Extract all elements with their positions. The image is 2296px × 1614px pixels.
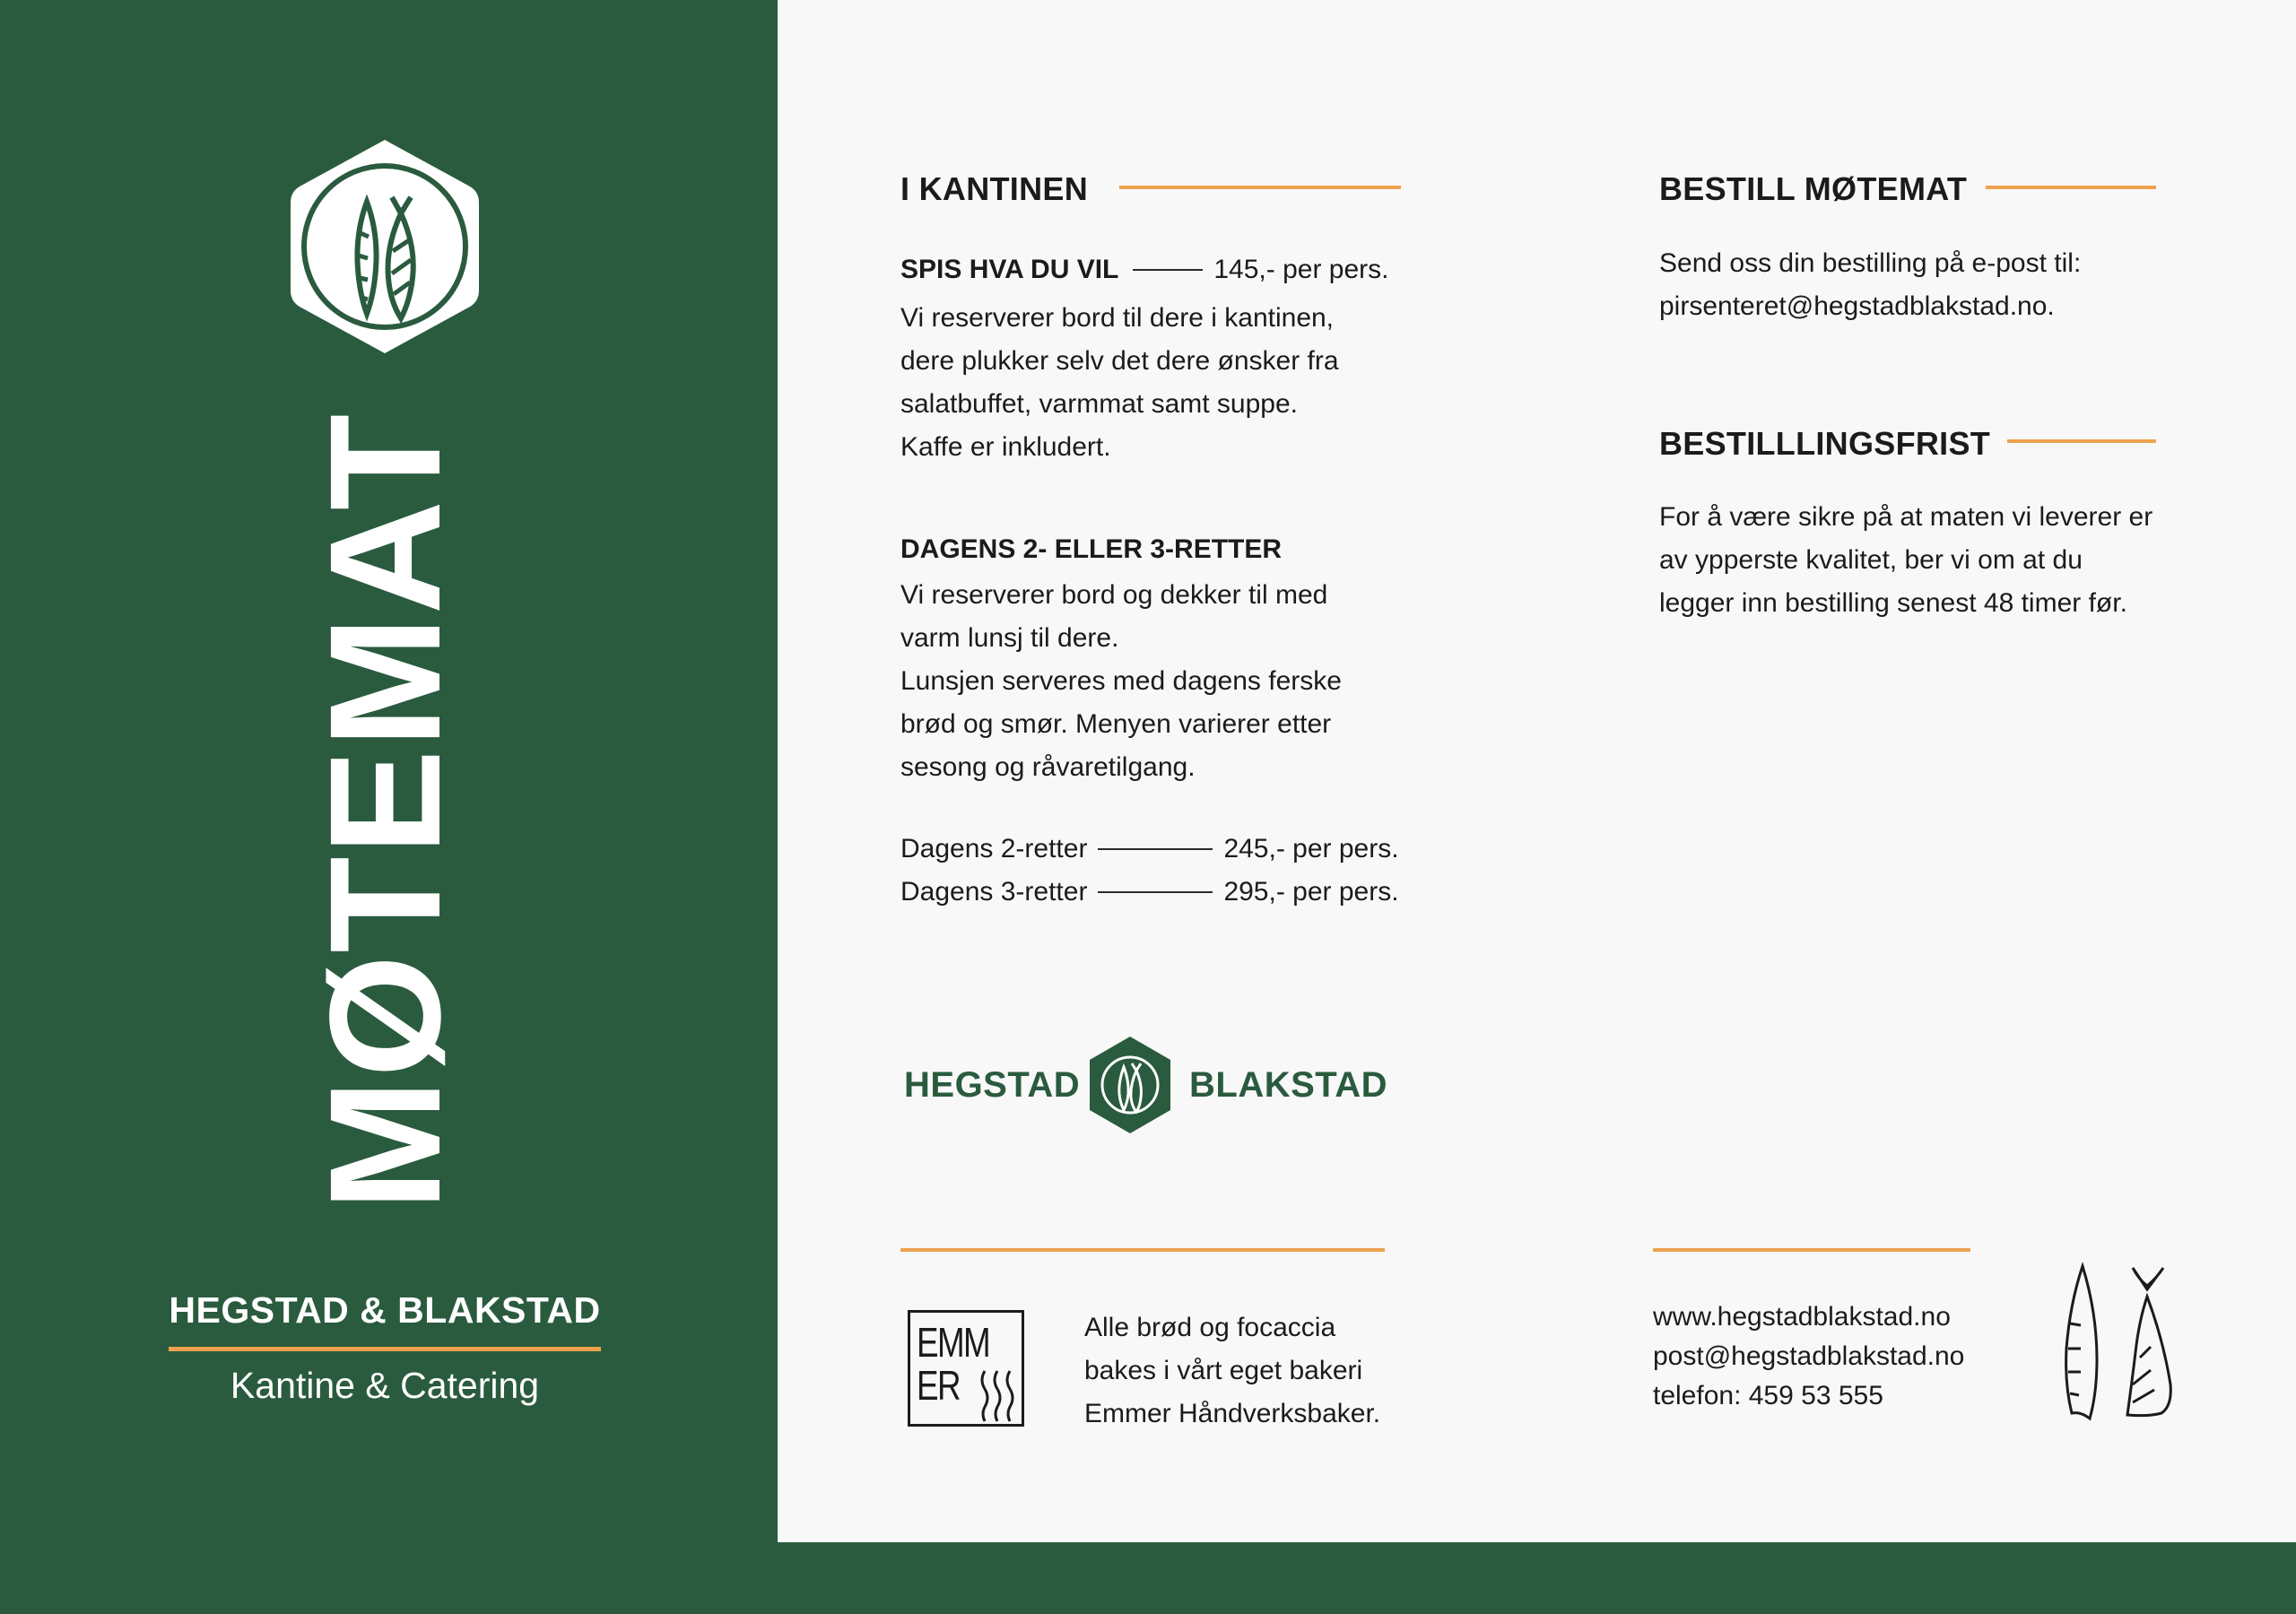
spis-title: SPIS HVA DU VIL <box>900 255 1119 284</box>
heading-rule <box>2007 439 2156 443</box>
frist-text <box>1659 496 2152 625</box>
website-link[interactable]: www.hegstadblakstad.no <box>1653 1302 1951 1332</box>
hexagon-fish-carrot-logo-icon <box>1086 1035 1174 1135</box>
section-heading-bestill: BESTILL MØTEMAT <box>1659 170 1968 207</box>
badge-line: EMM <box>917 1319 990 1366</box>
emmer-text <box>1084 1306 1380 1436</box>
text-line: Alle brød og focaccia <box>1084 1313 1336 1342</box>
brand-name: HEGSTAD & BLAKSTAD <box>169 1289 601 1331</box>
leader-line <box>1133 269 1203 271</box>
text-line: av ypperste kvalitet, ber vi om at du <box>1659 545 2083 575</box>
price-value: 295,- per pers. <box>1223 877 1399 907</box>
text-line: Vi reserverer bord til dere i kantinen, <box>900 303 1335 333</box>
text-line: Emmer Håndverksbaker. <box>1084 1399 1381 1428</box>
email-link[interactable]: post@hegstadblakstad.no <box>1653 1341 1965 1371</box>
dagens-description <box>900 574 1342 789</box>
dagens-title: DAGENS 2- ELLER 3-RETTER <box>900 534 1283 564</box>
steam-icon <box>978 1367 1022 1425</box>
order-email: pirsenteret@hegstadblakstad.no. <box>1659 291 2055 321</box>
text-line: Send oss din bestilling på e-post til: <box>1659 248 2082 278</box>
badge-line: ER <box>917 1362 960 1409</box>
logo-word-hegstad: HEGSTAD <box>904 1065 1081 1105</box>
bestill-text <box>1659 242 2081 328</box>
text-line: sesong og råvaretilgang. <box>900 752 1196 782</box>
logo-word-blakstad: BLAKSTAD <box>1189 1065 1388 1105</box>
text-line: Vi reserverer bord og dekker til med <box>900 580 1328 610</box>
brand-subtitle: Kantine & Catering <box>230 1365 540 1406</box>
phone-number: telefon: 459 53 555 <box>1653 1381 1883 1410</box>
price-label: Dagens 2-retter <box>900 834 1088 863</box>
divider-line <box>1653 1248 1970 1252</box>
text-line: Lunsjen serveres med dagens ferske <box>900 666 1342 696</box>
spis-row <box>900 255 1388 285</box>
section-heading-frist: BESTILLLINGSFRIST <box>1659 425 1991 462</box>
text-line: Kaffe er inkludert. <box>900 432 1111 462</box>
hexagon-fish-carrot-icon <box>285 134 484 359</box>
leader-line <box>1098 891 1213 893</box>
text-line: For å være sikre på at maten vi leverer er <box>1659 502 2153 532</box>
section-heading-kantinen: I KANTINEN <box>900 170 1088 207</box>
text-line: legger inn bestilling senest 48 timer før. <box>1659 588 2127 618</box>
divider-line <box>900 1248 1385 1252</box>
fish-carrot-outline-icon <box>2061 1259 2178 1426</box>
text-line: salatbuffet, varmmat samt suppe. <box>900 389 1298 419</box>
leader-line <box>1098 848 1213 850</box>
page-title: MØTEMAT <box>298 412 474 1211</box>
text-line: dere plukker selv det dere ønsker fra <box>900 346 1339 376</box>
heading-rule <box>1986 186 2156 189</box>
brand-divider <box>169 1347 601 1351</box>
emmer-badge <box>908 1310 1022 1425</box>
price-row-2-retter <box>900 834 1399 864</box>
heading-rule <box>1119 186 1401 189</box>
contact-info <box>1653 1297 1964 1416</box>
text-line: brød og smør. Menyen varierer etter <box>900 709 1332 739</box>
price-row-3-retter <box>900 877 1399 907</box>
spis-price: 145,- per pers. <box>1213 255 1389 284</box>
text-line: varm lunsj til dere. <box>900 623 1119 653</box>
spis-description <box>900 297 1339 469</box>
price-label: Dagens 3-retter <box>900 877 1088 907</box>
price-value: 245,- per pers. <box>1223 834 1399 863</box>
text-line: bakes i vårt eget bakeri <box>1084 1356 1363 1385</box>
